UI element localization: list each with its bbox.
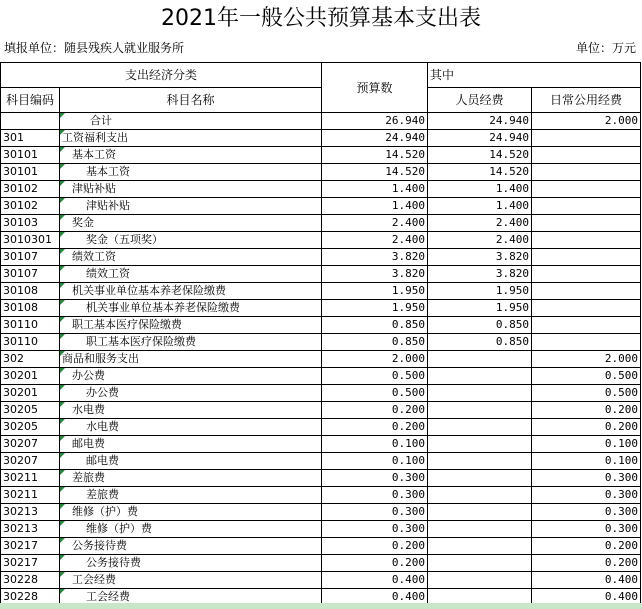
row-code: 30107: [1, 266, 60, 283]
row-name-cell: [60, 249, 322, 266]
row-personnel: 14.520: [428, 164, 532, 181]
row-personnel: [428, 538, 532, 555]
row-name-cell: [60, 470, 322, 487]
cell-marker-icon: [60, 164, 65, 169]
row-personnel: [428, 504, 532, 521]
header-of-which: 其中: [428, 63, 641, 88]
table-row: [1, 351, 641, 368]
row-code: 30201: [1, 385, 60, 402]
row-code: 30213: [1, 504, 60, 521]
row-name-cell: [60, 215, 322, 232]
sheet-scroll-bar[interactable]: [0, 603, 642, 609]
row-personnel: 24.940: [428, 130, 532, 147]
row-public: 0.300: [532, 521, 641, 538]
cell-marker-icon: [60, 334, 65, 339]
header-row-1: [1, 63, 641, 88]
row-personnel: 1.400: [428, 198, 532, 215]
row-name: 职工基本医疗保险缴费: [86, 335, 196, 348]
row-public: [532, 266, 641, 283]
row-code: 30211: [1, 487, 60, 504]
row-budget: 0.100: [322, 453, 428, 470]
cell-marker-icon: [60, 470, 65, 475]
row-public: [532, 215, 641, 232]
cell-marker-icon: [60, 589, 65, 594]
row-name: 基本工资: [86, 165, 130, 178]
cell-marker-icon: [60, 453, 65, 458]
row-public: [532, 300, 641, 317]
row-name-cell: [60, 521, 322, 538]
row-personnel: 2.400: [428, 232, 532, 249]
table-row: [1, 181, 641, 198]
row-name: 邮电费: [86, 454, 119, 467]
row-code: 30228: [1, 589, 60, 606]
row-name-cell: [60, 283, 322, 300]
row-budget: 1.950: [322, 300, 428, 317]
row-budget: 1.400: [322, 181, 428, 198]
row-budget: 14.520: [322, 147, 428, 164]
table-row: [1, 436, 641, 453]
table-row: [1, 147, 641, 164]
row-name: 差旅费: [72, 471, 105, 484]
cell-marker-icon: [60, 521, 65, 526]
row-name-cell: [60, 368, 322, 385]
row-code: 30207: [1, 436, 60, 453]
row-personnel: [428, 419, 532, 436]
row-personnel: [428, 572, 532, 589]
row-public: 0.300: [532, 470, 641, 487]
row-personnel: [428, 436, 532, 453]
row-code: 30228: [1, 572, 60, 589]
header-public: 日常公用经费: [532, 88, 641, 113]
row-name: 津贴补贴: [72, 182, 116, 195]
row-code: 30213: [1, 521, 60, 538]
row-public: 0.400: [532, 589, 641, 606]
row-name: 维修（护）费: [86, 522, 152, 535]
row-name: 基本工资: [72, 148, 116, 161]
row-code: 3010301: [1, 232, 60, 249]
row-name: 差旅费: [86, 488, 119, 501]
table-row: [1, 249, 641, 266]
header-name: 科目名称: [60, 88, 322, 113]
row-budget: 3.820: [322, 249, 428, 266]
row-name-cell: [60, 572, 322, 589]
row-public: 0.200: [532, 555, 641, 572]
row-personnel: 0.850: [428, 317, 532, 334]
row-name-cell: [60, 538, 322, 555]
row-personnel: 1.950: [428, 283, 532, 300]
budget-table: [0, 62, 641, 606]
row-budget: 0.850: [322, 334, 428, 351]
row-public: 0.400: [532, 572, 641, 589]
header-personnel: 人员经费: [428, 88, 532, 113]
row-public: [532, 130, 641, 147]
table-row: [1, 521, 641, 538]
cell-marker-icon: [60, 419, 65, 424]
cell-marker-icon: [60, 436, 65, 441]
total-budget: 26.940: [322, 113, 428, 130]
row-public: 0.200: [532, 419, 641, 436]
row-code: 30207: [1, 453, 60, 470]
row-public: 0.200: [532, 402, 641, 419]
row-budget: 0.300: [322, 504, 428, 521]
row-name: 水电费: [86, 420, 119, 433]
row-personnel: 1.950: [428, 300, 532, 317]
row-budget: 0.300: [322, 521, 428, 538]
row-code: 30110: [1, 317, 60, 334]
filler-label: 填报单位：随县残疾人就业服务所: [4, 41, 185, 55]
cell-marker-icon: [60, 147, 65, 152]
row-name: 机关事业单位基本养老保险缴费: [86, 301, 240, 314]
table-row: [1, 453, 641, 470]
row-name: 奖金: [72, 216, 94, 229]
cell-marker-icon: [60, 300, 65, 305]
cell-marker-icon: [60, 555, 65, 560]
row-name: 办公费: [86, 386, 119, 399]
cell-marker-icon: [60, 538, 65, 543]
cell-marker-icon: [60, 504, 65, 509]
row-personnel: [428, 470, 532, 487]
row-name: 公务接待费: [86, 556, 141, 569]
row-name-cell: [60, 334, 322, 351]
cell-marker-icon: [60, 215, 65, 220]
row-name-cell: [60, 147, 322, 164]
table-row: [1, 368, 641, 385]
table-row: [1, 232, 641, 249]
row-budget: 0.200: [322, 555, 428, 572]
row-name: 商品和服务支出: [62, 352, 139, 365]
cell-marker-icon: [60, 266, 65, 271]
row-code: 30211: [1, 470, 60, 487]
row-public: 2.000: [532, 351, 641, 368]
table-row: [1, 198, 641, 215]
row-public: 0.300: [532, 504, 641, 521]
row-personnel: [428, 368, 532, 385]
row-name: 工会经费: [86, 590, 130, 603]
cell-marker-icon: [60, 198, 65, 203]
cell-marker-icon: [60, 130, 65, 135]
row-budget: 2.400: [322, 232, 428, 249]
total-code-cell: [1, 113, 60, 130]
row-budget: 0.300: [322, 487, 428, 504]
row-budget: 0.200: [322, 538, 428, 555]
row-code: 302: [1, 351, 60, 368]
row-public: [532, 317, 641, 334]
row-budget: 0.400: [322, 589, 428, 606]
row-public: 0.500: [532, 368, 641, 385]
row-name-cell: [60, 504, 322, 521]
row-public: [532, 334, 641, 351]
total-name-cell: [60, 113, 322, 130]
row-budget: 0.200: [322, 419, 428, 436]
row-name: 工资福利支出: [62, 131, 128, 144]
table-row: [1, 555, 641, 572]
row-budget: 0.100: [322, 436, 428, 453]
page-title: 2021年一般公共预算基本支出表: [161, 6, 481, 31]
row-name: 职工基本医疗保险缴费: [72, 318, 182, 331]
total-name: 合计: [90, 114, 112, 127]
row-name-cell: [60, 351, 322, 368]
table-row: [1, 538, 641, 555]
row-name: 维修（护）费: [72, 505, 138, 518]
table-row: [1, 317, 641, 334]
row-budget: 0.500: [322, 385, 428, 402]
row-name: 工会经费: [72, 573, 116, 586]
row-personnel: [428, 351, 532, 368]
row-name-cell: [60, 419, 322, 436]
row-name-cell: [60, 385, 322, 402]
row-name-cell: [60, 198, 322, 215]
row-code: 30107: [1, 249, 60, 266]
table-row: [1, 300, 641, 317]
row-name-cell: [60, 436, 322, 453]
row-name: 绩效工资: [72, 250, 116, 263]
row-public: 0.200: [532, 538, 641, 555]
header-code: 科目编码: [1, 88, 60, 113]
row-budget: 0.400: [322, 572, 428, 589]
table-row: [1, 266, 641, 283]
row-budget: 0.500: [322, 368, 428, 385]
row-budget: 24.940: [322, 130, 428, 147]
row-name: 邮电费: [72, 437, 105, 450]
row-public: [532, 198, 641, 215]
row-code: 30205: [1, 419, 60, 436]
table-row: [1, 130, 641, 147]
cell-marker-icon: [60, 368, 65, 373]
row-personnel: [428, 402, 532, 419]
row-public: 0.100: [532, 453, 641, 470]
row-code: 30205: [1, 402, 60, 419]
row-code: 30108: [1, 283, 60, 300]
row-code: 30102: [1, 181, 60, 198]
row-name-cell: [60, 232, 322, 249]
row-personnel: [428, 453, 532, 470]
cell-marker-icon: [60, 385, 65, 390]
table-row: [1, 504, 641, 521]
row-code: 30110: [1, 334, 60, 351]
row-personnel: [428, 385, 532, 402]
row-public: [532, 283, 641, 300]
row-name-cell: [60, 402, 322, 419]
row-personnel: [428, 521, 532, 538]
row-public: [532, 181, 641, 198]
unit-label: 单位：万元: [575, 41, 636, 55]
total-personnel: 24.940: [428, 113, 532, 130]
row-budget: 3.820: [322, 266, 428, 283]
row-name-cell: [60, 266, 322, 283]
cell-marker-icon: [60, 402, 65, 407]
row-name-cell: [60, 181, 322, 198]
row-public: [532, 249, 641, 266]
row-code: 30102: [1, 198, 60, 215]
table-row: [1, 402, 641, 419]
row-name: 津贴补贴: [86, 199, 130, 212]
row-budget: 14.520: [322, 164, 428, 181]
cell-marker-icon: [60, 317, 65, 322]
cell-marker-icon: [60, 232, 65, 237]
unit-line: [0, 38, 642, 58]
row-budget: 1.950: [322, 283, 428, 300]
row-personnel: 3.820: [428, 249, 532, 266]
row-public: 0.100: [532, 436, 641, 453]
row-budget: 0.850: [322, 317, 428, 334]
table-row: [1, 334, 641, 351]
table-row: [1, 419, 641, 436]
row-name-cell: [60, 487, 322, 504]
row-public: [532, 147, 641, 164]
row-code: 301: [1, 130, 60, 147]
table-row: [1, 215, 641, 232]
row-name: 公务接待费: [72, 539, 127, 552]
row-personnel: [428, 555, 532, 572]
row-code: 30101: [1, 147, 60, 164]
table-row: [1, 470, 641, 487]
row-code: 30217: [1, 538, 60, 555]
cell-marker-icon: [60, 113, 65, 118]
table-row: [1, 487, 641, 504]
row-public: 0.500: [532, 385, 641, 402]
total-public: 2.000: [532, 113, 641, 130]
row-budget: 1.400: [322, 198, 428, 215]
row-name-cell: [60, 164, 322, 181]
row-name-cell: [60, 555, 322, 572]
cell-marker-icon: [60, 283, 65, 288]
row-name-cell: [60, 300, 322, 317]
cell-marker-icon: [60, 181, 65, 186]
row-budget: 2.400: [322, 215, 428, 232]
header-row-2: [1, 88, 641, 113]
row-budget: 2.000: [322, 351, 428, 368]
row-personnel: 14.520: [428, 147, 532, 164]
table-row: [1, 164, 641, 181]
row-name: 机关事业单位基本养老保险缴费: [72, 284, 226, 297]
row-public: [532, 164, 641, 181]
row-name: 水电费: [72, 403, 105, 416]
row-name: 绩效工资: [86, 267, 130, 280]
row-code: 30201: [1, 368, 60, 385]
row-name-cell: [60, 130, 322, 147]
row-name: 办公费: [72, 369, 105, 382]
row-code: 30101: [1, 164, 60, 181]
row-code: 30108: [1, 300, 60, 317]
row-personnel: 1.400: [428, 181, 532, 198]
table-row: [1, 283, 641, 300]
table-row: [1, 385, 641, 402]
table-row: [1, 572, 641, 589]
row-name-cell: [60, 317, 322, 334]
total-row: [1, 113, 641, 130]
row-public: 0.300: [532, 487, 641, 504]
row-personnel: [428, 487, 532, 504]
row-code: 30103: [1, 215, 60, 232]
row-name: 奖金（五项奖）: [86, 233, 163, 246]
cell-marker-icon: [60, 572, 65, 577]
row-budget: 0.300: [322, 470, 428, 487]
row-code: 30217: [1, 555, 60, 572]
cell-marker-icon: [60, 351, 65, 356]
header-budget: 预算数: [322, 63, 428, 113]
cell-marker-icon: [60, 249, 65, 254]
row-name-cell: [60, 453, 322, 470]
row-personnel: 0.850: [428, 334, 532, 351]
cell-marker-icon: [60, 487, 65, 492]
row-public: [532, 232, 641, 249]
row-personnel: 2.400: [428, 215, 532, 232]
row-personnel: 3.820: [428, 266, 532, 283]
row-budget: 0.200: [322, 402, 428, 419]
header-category: 支出经济分类: [1, 63, 322, 88]
